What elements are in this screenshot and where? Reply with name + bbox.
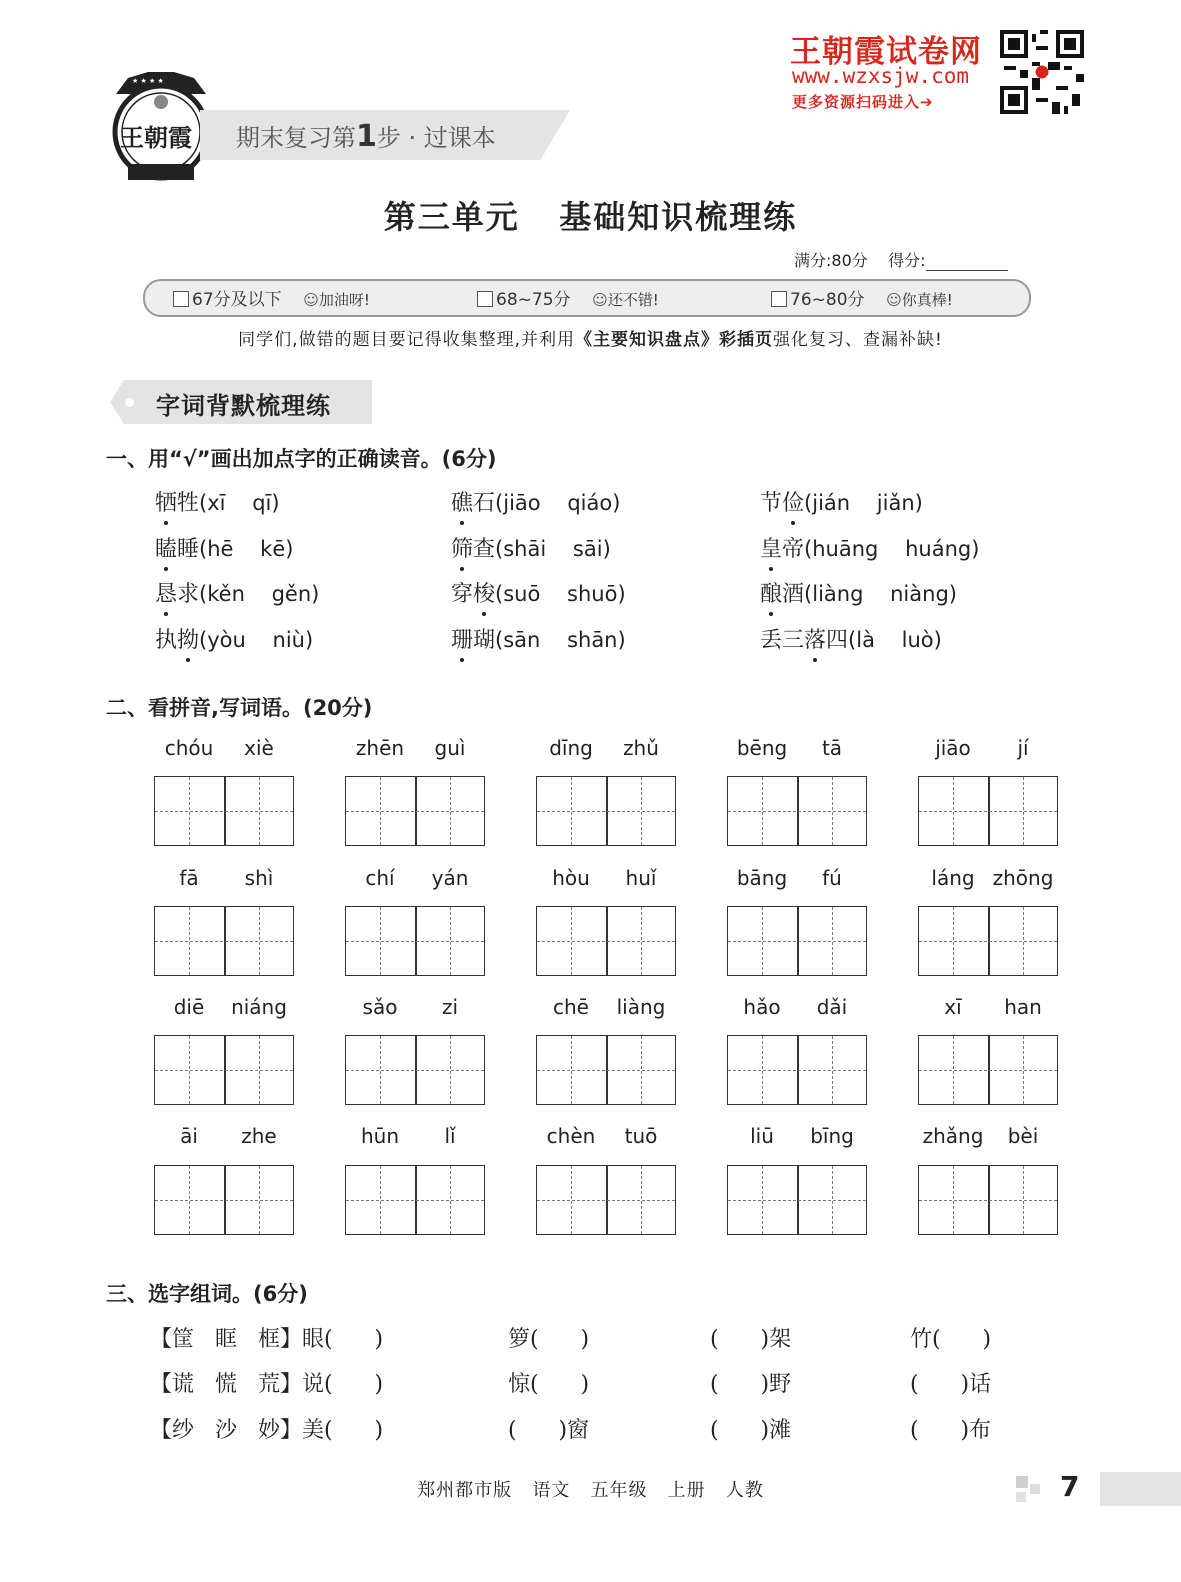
pinyin-label: bāng <box>736 866 788 890</box>
pinyin-option[interactable]: gěn <box>271 582 312 606</box>
tianzige-box[interactable] <box>154 906 294 976</box>
page-number-bar <box>1100 1472 1181 1506</box>
pinyin-label: hūn <box>360 1124 400 1148</box>
dotted-char: 梭 <box>473 577 495 608</box>
pinyin-label: bèi <box>1007 1124 1039 1148</box>
dotted-char: 瞌 <box>155 532 177 563</box>
page-title: 第三单元 基础知识梳理练 <box>383 198 798 236</box>
pinyin-option[interactable]: xī <box>207 491 226 515</box>
q1-item[interactable]: 节俭(jián jiǎn) <box>760 486 923 517</box>
pinyin-label: hǎo <box>743 995 781 1019</box>
pinyin-label: zhōng <box>992 866 1054 890</box>
pinyin-label: liū <box>750 1124 774 1148</box>
tianzige-box[interactable] <box>727 1035 867 1105</box>
q3-cell[interactable]: ( )布 <box>910 1418 992 1443</box>
pinyin-label: láng <box>931 866 975 890</box>
dotted-char: 恳 <box>155 577 177 608</box>
tianzige-box[interactable] <box>345 776 485 846</box>
q3-cell[interactable]: 【谎 慌 荒】说( ) <box>150 1372 384 1397</box>
pinyin-label: zhǎng <box>922 1124 984 1148</box>
pinyin-label: fā <box>179 866 199 890</box>
tianzige-box[interactable] <box>918 1035 1058 1105</box>
q3-title: 三、选字组词。(6分) <box>106 1282 308 1306</box>
dotted-char: 牺 <box>155 486 177 517</box>
tianzige-box[interactable] <box>727 776 867 846</box>
dotted-char: 筛 <box>451 532 473 563</box>
pinyin-label: hòu <box>552 866 590 890</box>
tianzige-box[interactable] <box>918 906 1058 976</box>
brand-logo-text: 王朝霞 <box>120 123 192 152</box>
dotted-char: 珊 <box>451 623 473 654</box>
pinyin-label: tuō <box>624 1124 658 1148</box>
pinyin-label: jiāo <box>935 736 971 760</box>
dotted-char: 拗 <box>177 623 199 654</box>
q3-cell[interactable]: 【筐 眶 框】眼( ) <box>150 1327 384 1352</box>
pinyin-option[interactable]: kē <box>260 537 286 561</box>
brand-url[interactable]: www.wzxsjw.com <box>792 64 970 88</box>
tianzige-box[interactable] <box>154 1035 294 1105</box>
pinyin-label: xī <box>944 995 962 1019</box>
pinyin-label: han <box>1004 995 1042 1019</box>
tianzige-box[interactable] <box>918 776 1058 846</box>
pinyin-option[interactable]: sāi <box>572 537 603 561</box>
q3-cell[interactable]: 竹( ) <box>910 1327 992 1352</box>
score-line <box>794 248 1008 271</box>
pinyin-option[interactable]: qiáo <box>567 491 613 515</box>
pinyin-option[interactable]: shāi <box>503 537 547 561</box>
pinyin-label: āi <box>180 1124 198 1148</box>
tianzige-box[interactable] <box>918 1165 1058 1235</box>
pinyin-option[interactable]: niàng <box>890 582 949 606</box>
smile-icon: ☺ <box>886 291 902 309</box>
tianzige-box[interactable] <box>154 1165 294 1235</box>
q1-item[interactable]: 礁石(jiāo qiáo) <box>451 486 620 517</box>
page-number-decoration <box>1016 1476 1056 1504</box>
pinyin-option[interactable]: sān <box>503 628 541 652</box>
pinyin-option[interactable]: kěn <box>207 582 245 606</box>
pinyin-label: chèn <box>546 1124 596 1148</box>
pinyin-label: dǎi <box>816 995 848 1019</box>
brand-name: 王朝霞试卷网 <box>790 34 982 70</box>
svg-text:★ ★ ★ ★: ★ ★ ★ ★ <box>132 77 164 85</box>
pinyin-option[interactable]: jián <box>812 491 851 515</box>
page-number: 7 <box>1060 1470 1080 1503</box>
q3-cell[interactable]: ( )滩 <box>710 1418 792 1443</box>
pinyin-label: zi <box>441 995 459 1019</box>
pinyin-label: yán <box>431 866 469 890</box>
pinyin-label: chí <box>365 866 395 890</box>
tianzige-box[interactable] <box>536 906 676 976</box>
tianzige-box[interactable] <box>727 906 867 976</box>
q3-cell[interactable]: ( )窗 <box>508 1418 590 1443</box>
step-banner-text: 期末复习第1步 · 过课本 <box>236 119 496 154</box>
tianzige-box[interactable] <box>536 1165 676 1235</box>
q1-item[interactable]: 筛查(shāi sāi) <box>451 532 611 563</box>
dotted-char: 酿 <box>760 577 782 608</box>
pinyin-option[interactable]: huáng <box>905 537 972 561</box>
pinyin-label: zhēn <box>355 736 405 760</box>
q1-item[interactable]: 珊瑚(sān shān) <box>451 623 626 654</box>
pinyin-option[interactable]: shuō <box>567 582 618 606</box>
pinyin-label: bīng <box>810 1124 854 1148</box>
checkbox[interactable] <box>771 291 787 307</box>
pinyin-label: chóu <box>164 736 214 760</box>
section-title: 字词背默梳理练 <box>156 392 331 420</box>
q3-cell[interactable]: ( )野 <box>710 1372 792 1397</box>
tianzige-box[interactable] <box>536 1035 676 1105</box>
pinyin-label: guì <box>434 736 466 760</box>
pinyin-label: dīng <box>549 736 593 760</box>
brand-more-text: 更多资源扫码进入➔ <box>792 93 934 111</box>
pinyin-option[interactable]: huāng <box>812 537 879 561</box>
pinyin-option[interactable]: yòu <box>207 628 246 652</box>
pinyin-label: sǎo <box>362 995 398 1019</box>
tianzige-box[interactable] <box>154 776 294 846</box>
qr-code-icon[interactable] <box>1000 30 1084 114</box>
checkbox[interactable] <box>477 291 493 307</box>
q1-title: 一、用“√”画出加点字的正确读音。(6分) <box>106 447 497 471</box>
section-tag-dot <box>125 398 134 407</box>
tianzige-box[interactable] <box>345 1035 485 1105</box>
pinyin-label: xiè <box>244 736 274 760</box>
q3-cell[interactable]: ( )架 <box>710 1327 792 1352</box>
q3-cell[interactable]: ( )话 <box>910 1372 992 1397</box>
pinyin-label: zhǔ <box>623 736 659 760</box>
q2-title: 二、看拼音,写词语。(20分) <box>106 696 373 720</box>
q1-item[interactable]: 酿酒(liàng niàng) <box>760 577 957 608</box>
q3-cell[interactable]: 箩( ) <box>508 1327 590 1352</box>
dotted-char: 皇 <box>760 532 782 563</box>
footer-text: 郑州都市版 语文 五年级 上册 人教 <box>417 1480 764 1501</box>
tip-text: 同学们,做错的题目要记得收集整理,并利用《主要知识盘点》彩插页强化复习、查漏补缺! <box>238 330 943 350</box>
pinyin-option[interactable]: luò <box>901 628 934 652</box>
q1-item[interactable]: 皇帝(huāng huáng) <box>760 532 979 563</box>
got-score-label: 得分: <box>888 251 926 270</box>
pinyin-label: diē <box>173 995 205 1019</box>
pinyin-option[interactable]: shān <box>567 628 618 652</box>
q1-item[interactable]: 牺牲(xī qī) <box>155 486 280 517</box>
grade-option-3[interactable]: 76~80分 ☺你真棒! <box>771 285 953 310</box>
tianzige-box[interactable] <box>536 776 676 846</box>
smile-icon: ☺ <box>592 291 608 309</box>
pinyin-option[interactable]: qī <box>252 491 272 515</box>
full-score: 满分:80分 <box>794 251 868 270</box>
score-blank[interactable] <box>926 254 1008 271</box>
pinyin-label: huǐ <box>625 866 657 890</box>
q3-cell[interactable]: 惊( ) <box>508 1372 590 1397</box>
q1-item[interactable]: 丢三落四(là luò) <box>760 623 942 654</box>
pinyin-label: tā <box>821 736 843 760</box>
pinyin-label: jí <box>1017 736 1029 760</box>
grade-bar <box>143 279 1031 317</box>
tianzige-box[interactable] <box>345 906 485 976</box>
grade-option-2[interactable]: 68~75分 ☺还不错! <box>477 285 659 310</box>
pinyin-option[interactable]: hē <box>207 537 234 561</box>
q1-item[interactable]: 执拗(yòu niù) <box>155 623 313 654</box>
pinyin-label: zhe <box>241 1124 277 1148</box>
pinyin-option[interactable]: jiāo <box>503 491 541 515</box>
tianzige-box[interactable] <box>727 1165 867 1235</box>
pinyin-label: liàng <box>616 995 666 1019</box>
pinyin-option[interactable]: liàng <box>812 582 864 606</box>
smile-icon: ☺ <box>303 291 319 309</box>
pinyin-option[interactable]: jiǎn <box>876 491 915 515</box>
pinyin-option[interactable]: niù <box>272 628 305 652</box>
q1-item[interactable]: 穿梭(suō shuō) <box>451 577 626 608</box>
dotted-char: 落 <box>804 623 826 654</box>
pinyin-label: niáng <box>231 995 287 1019</box>
q1-item[interactable]: 恳求(kěn gěn) <box>155 577 319 608</box>
pinyin-label: bēng <box>736 736 788 760</box>
q3-cell[interactable]: 【纱 沙 妙】美( ) <box>150 1418 384 1443</box>
pinyin-option[interactable]: suō <box>503 582 541 606</box>
tianzige-box[interactable] <box>345 1165 485 1235</box>
grade-option-1[interactable]: 67分及以下 ☺加油呀! <box>173 285 370 310</box>
pinyin-option[interactable]: là <box>856 628 875 652</box>
dotted-char: 礁 <box>451 486 473 517</box>
q1-item[interactable]: 瞌睡(hē kē) <box>155 532 293 563</box>
pinyin-label: fú <box>822 866 842 890</box>
pinyin-label: chē <box>553 995 589 1019</box>
pinyin-label: shì <box>244 866 274 890</box>
pinyin-label: lǐ <box>444 1124 456 1148</box>
checkbox[interactable] <box>173 291 189 307</box>
dotted-char: 俭 <box>782 486 804 517</box>
